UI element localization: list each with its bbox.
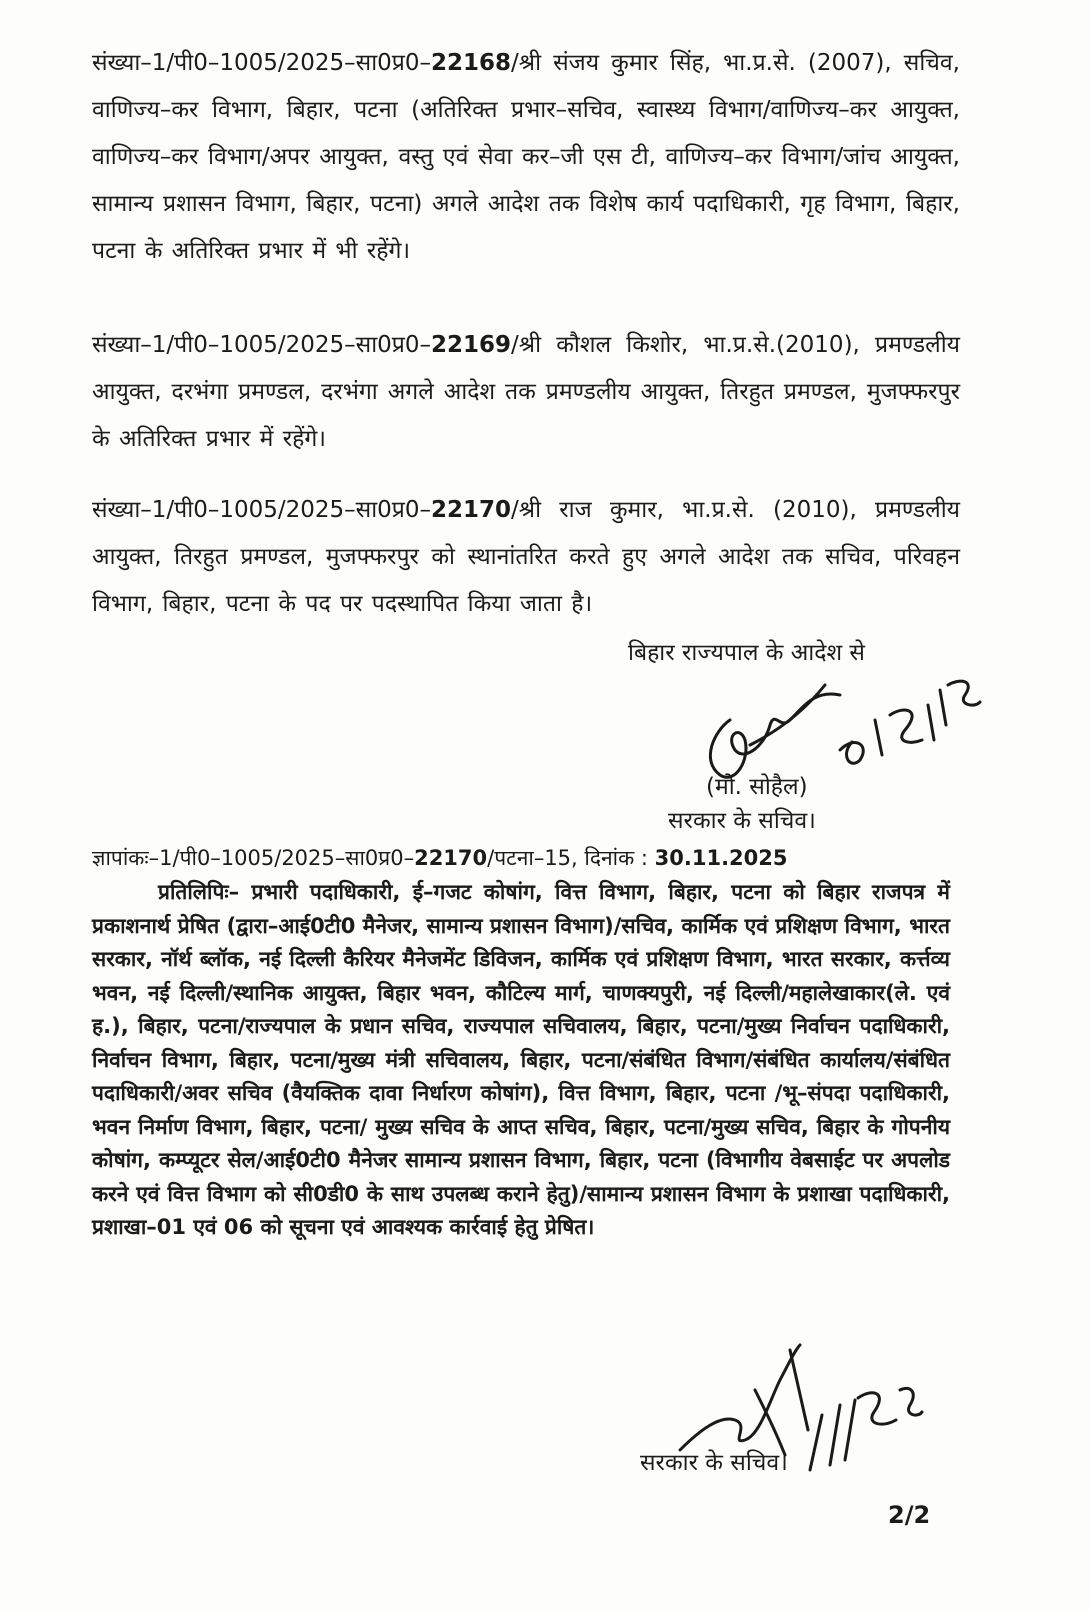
order-number-prefix: संख्या–1/पी0–1005/2025–सा0प्र0– [92,497,432,523]
order-paragraph-3 [92,487,960,628]
page-number: 2/2 [888,1501,931,1529]
final-signatory-title: सरकार के सचिव। [640,1450,788,1476]
memo-number-line: ज्ञापांकः–1/पी0–1005/2025–सा0प्र0–22170/पटना–15, दिनांक : 30.11.2025 [92,846,788,870]
order-text: /श्री कौशल किशोर, भा.प्र.से.(2010), प्रमण्डलीय आयुक्त, दरभंगा प्रमण्डल, दरभंगा अगले आदेश तक प्रमण्डलीय आयुक्त, तिरहुत प्रमण्डल, मुजफ्फरपुर के अतिरिक्त प्रभार में रहेंगे। [92,332,960,452]
order-number-prefix: संख्या–1/पी0–1005/2025–सा0प्र0– [92,50,432,76]
order-text: /श्री संजय कुमार सिंह, भा.प्र.से. (2007), सचिव, वाणिज्य–कर विभाग, बिहार, पटना (अतिरिक्त प्रभार–सचिव, स्वास्थ्य विभाग/वाणिज्य–कर आयुक्त, वाणिज्य–कर विभाग/अपर आयुक्त, वस्तु एवं सेवा कर–जी एस टी, वाणिज्य–कर विभाग/जांच आयुक्त, सामान्य प्रशासन विभाग, बिहार, पटना) अगले आदेश तक विशेष कार्य पदाधिकारी, गृह विभाग, बिहार, पटना के अतिरिक्त प्रभार में भी रहेंगे। [92,50,960,264]
copy-to-paragraph: प्रतिलिपिः– प्रभारी पदाधिकारी, ई–गजट कोषांग, वित्त विभाग, बिहार, पटना को बिहार राजपत्र में प्रकाशनार्थ प्रेषित (द्वारा–आई0टी0 मैनेजर, सामान्य प्रशासन विभाग)/सचिव, कार्मिक एवं प्रशिक्षण विभाग, भारत सरकार, नॉर्थ ब्लॉक, नई दिल्ली कैरियर मैनेजमेंट डिविजन, कार्मिक एवं प्रशिक्षण विभाग, भारत सरकार, कर्त्तव्य भवन, नई दिल्ली/स्थानिक आयुक्त, बिहार भवन, कौटिल्य मार्ग, चाणक्यपुरी, नई दिल्ली/महालेखाकार(ले. एवं ह.), बिहार, पटना/राज्यपाल के प्रधान सचिव, राज्यपाल सचिवालय, बिहार, पटना/मुख्य निर्वाचन पदाधिकारी, निर्वाचन विभाग, बिहार, पटना/मुख्य मंत्री सचिवालय, बिहार, पटना/संबंधित विभाग/संबंधित कार्यालय/संबंधित पदाधिकारी/अवर सचिव (वैयक्तिक दावा निर्धारण कोषांग), वित्त विभाग, बिहार, पटना /भू–संपदा पदाधिकारी, भवन निर्माण विभाग, बिहार, पटना/ मुख्य सचिव के आप्त सचिव, बिहार, पटना/मुख्य सचिव, बिहार के गोपनीय कोषांग, कम्प्यूटर सेल/आई0टी0 मैनेजर सामान्य प्रशासन विभाग, बिहार, पटना (विभागीय वेबसाईट पर अपलोड करने एवं वित्त विभाग को सी0डी0 के साथ उपलब्ध कराने हेतु)/सामान्य प्रशासन विभाग के प्रशाखा पदाधिकारी, प्रशाखा–01 एवं 06 को सूचना एवं आवश्यक कार्रवाई हेतु प्रेषित। [92,880,950,1239]
order-paragraph-1 [92,40,960,275]
order-number: 22168 [431,50,512,76]
order-text: /श्री राज कुमार, भा.प्र.से. (2010), प्रमण्डलीय आयुक्त, तिरहुत प्रमण्डल, मुजफ्फरपुर को स्थानांतरित करते हुए अगले आदेश तक सचिव, परिवहन विभाग, बिहार, पटना के पद पर पदस्थापित किया जाता है। [92,497,960,617]
order-number: 22169 [431,332,512,358]
order-number: 22170 [431,497,512,523]
signatory-title: सरकार के सचिव। [668,808,816,834]
order-number-prefix: संख्या–1/पी0–1005/2025–सा0प्र0– [92,332,432,358]
governor-order-line: बिहार राज्यपाल के आदेश से [628,640,865,666]
signatory-name: (मो. सोहैल) [706,774,808,800]
order-paragraph-2 [92,322,960,463]
